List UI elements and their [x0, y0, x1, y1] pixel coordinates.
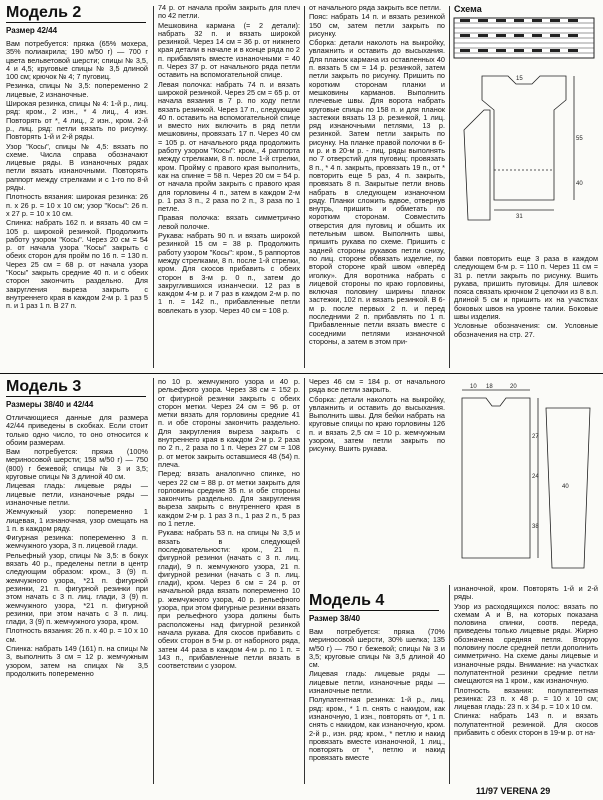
- cable-pattern-chart: [452, 16, 598, 66]
- paragraph: Спинка: набрать 149 (161) п. на спицы № 3, выполнить 3 см = 12 р. жемчужным узором, затем на спицах № 3,5 продолжить попеременно: [6, 644, 148, 678]
- paragraph: Широкая резинка, спицы № 4: 1-й р., лиц. ряд: кром., 2 изн., * 4 лиц., 4 изн. Повторять от *, 4 лиц., 2 изн., кром. 2-й р., лиц. ряд: петли вязать по рисунку. Повторять 1-й и 2-й ряды.: [6, 99, 148, 142]
- paragraph: Узор из расходящихся полос: вязать по схемам А и В, на которых показана половина спинки, соотв. переда, приведены только лицевые ряды. Жирно обозначена средняя петля. Вторую половину после средней петли дополнить симметрично. На схеме даны лицевые и изнаночные ряды. Внимание: на участках полупатентной резинки средние петли смещаются на 1 кром., как изнаночную.: [454, 601, 598, 686]
- model4-column-1: [309, 628, 445, 784]
- dimension-label: 24: [532, 474, 539, 480]
- paragraph: Отличающиеся данные для размера 42/44 приведены в скобках. Если стоит только одно число, то оно относится к обоим размерам.: [6, 414, 148, 447]
- dimension-label: 38: [532, 524, 539, 530]
- section-divider: [0, 373, 603, 374]
- paragraph: Лицевая гладь: лицевые ряды — лицевые петли, изнаночные ряды — изнаночные петли.: [309, 669, 445, 696]
- paragraph: Вам потребуется: пряжа (65% мохера, 35% полиакрила; 190 м/50 г) — 700 г цвета вельветовой шерсти; спицы № 3,5, 4 и 4,5; круговые спицы № 3,5 длиной 100 см; крючок № 4; 7 пуговиц.: [6, 40, 148, 82]
- dimension-label: 27: [532, 434, 539, 440]
- model2-column-3: [309, 4, 445, 368]
- model3-garment-diagram: [450, 378, 600, 578]
- column-divider: [304, 6, 305, 368]
- paragraph: Плотность вязания: широкая резинка: 26 п. x 26 р. = 10 x 10 см; узор "Косы": 26 п. x 27 р. = 10 x 10 см.: [6, 192, 148, 218]
- page-footer: 11/97 VERENA 29: [476, 786, 551, 796]
- column-divider: [304, 378, 305, 784]
- paragraph: Лицевая гладь: лицевые ряды — лицевые петли, изнаночные ряды — изнаночные петли.: [6, 481, 148, 507]
- paragraph: Жемчужный узор: попеременно 1 лицевая, 1 изнаночная, узор смещать на 1 п. в каждом ряду.: [6, 507, 148, 533]
- paragraph: Спинка: набрать 162 п. и вязать 40 см = 105 р. широкой резинкой. Продолжить работу узором "Косы". Через 20 см = 54 р. от начала узора "Косы" закрыть с обеих сторон для пройм по 16 п. = 130 п. Через 25 см = 68 р. от начала узора "Косы" закрыть средние 40 п. и с обеих сторон закончить раздельно. Для закругления выреза закрыть с внутреннего края в каждом 2-м р. 1 раз 5 п. и 1 раз 1 п. В 27 п.: [6, 218, 148, 311]
- paragraph: Спинка: набрать 143 п. и вязать полупатентной резинкой. Для скосов прибавить с обеих сторон в 19-м р. от на-: [454, 711, 598, 738]
- paragraph: Сборка: детали наколоть на выкройку, увлажнить и оставить до высыхания. Для планок кармана из оставленных 40 п. вязать 5 см = 14 р. резинкой, затем петли закрыть по рисунку. Пришить по коротким сторонам планки и мешковины карманов. Выполнить плечевые швы. Для ворота набрать круговые спицы по 158 п. и для планок застежки вязать 13 р. резинкой, 1 лиц. ряд изнаночными петлями, 13 р. резинкой. Затем петли закрыть по рисунку. На планке правой полочки в 6-м р. и в 20-м р. - лиц. ряды выполнять по 7 отверстий для пуговиц: провязать 8 п., * 4 п. закрыть, провязать 19 п., от * повторить еще 5 раз, 4 п. закрыть, провязать 8 п. Закрытые петли вновь набрать в следующем изнаночном ряду. Планки сложить вдвое, отвернув внутрь, пришить и обметать по коротким сторонам. Совместить отверстия для пуговиц и обшить их петельным швом. Выполнить швы, пришить рукава по схеме. Пришить с задней стороны рукавов петли снизу, по лиц. стороне обвязать изделие, по второй стороне край швом «вперёд иголку». Для воротника набрать с лицевой стороны по краю горловины, включая половину ширины планок застежки, 102 п. и вязать резинкой. В 6-м р. после первых 2 п. и перед последними 2 п. прибавлять по 1 п. Прибавленные петли вязать вместе с соседними петлями изнаночной стороны, а затем в этом при-: [309, 38, 445, 346]
- paragraph: Полупатентная резинка: 1-й р., лиц. ряд: кром., * 1 п. снять с накидом, как изнаночную, 1 изн., повторять от *, 1 п. снять с накидом, как изнаночную, кром. 2-й р., изн. ряд: кром., * петлю и накид провязать вместе изнаночной, 1 лиц., повторять от *, петлю и накид провязать вместе: [309, 695, 445, 763]
- paragraph: Условные обозначения: см. Условные обозначения на стр. 27.: [454, 321, 598, 339]
- paragraph: Резинка, спицы № 3,5: попеременно 2 лицевые, 2 изнаночные.: [6, 81, 148, 99]
- dimension-label: 20: [510, 384, 517, 390]
- paragraph: Правая полочка: вязать симметрично левой полочке.: [158, 213, 300, 231]
- column-divider: [153, 6, 154, 368]
- model4-size: Размер 38/40: [309, 614, 361, 623]
- model3-column-3: [309, 378, 445, 518]
- model3-size: Размеры 38/40 и 42/44: [6, 400, 94, 409]
- model2-title: Модель 2: [6, 4, 146, 23]
- svg-text:15: 15: [516, 76, 523, 82]
- paragraph: Вам потребуется: пряжа (70% мериносовой шерсти, 30% шелка; 135 м/50 г) — 750 г бежевой; спицы № 3 и 3,5; круговые спицы № 3,5 длиной 40 см.: [309, 628, 445, 670]
- model3-column-2: [158, 378, 300, 784]
- paragraph: Пояс: набрать 14 п. и вязать резинкой 150 см, затем петли закрыть по рисунку.: [309, 12, 445, 38]
- paragraph: 74 р. от начала пройм закрыть для плеч по 42 петли.: [158, 4, 300, 21]
- column-divider: [153, 378, 154, 784]
- paragraph: Рукава: набрать 90 п. и вязать широкой резинкой 15 см = 38 р. Продолжить работу узором "Косы": кром., 5 раппортов между стрелками, 8 п. после 1-й стрелки, кром. Для скосов прибавить с обеих сторон в 3-м р. 0 п., затем до закруглившихся изнанчески. 12 раз в каждом 4-м р. и 7 раз в каждом 2-м р. по 1 п. = 142 п., прибавленные петли вовлекать в узор. Через 40 см = 108 р.: [158, 231, 300, 315]
- schema-title: Схема: [454, 4, 482, 14]
- paragraph: Перед: вязать аналогично спинке, но через 22 см = 88 р. от метки закрыть для горловины средние 35 п. и обе стороны закончить раздельно. Для закругления выреза закрыть с внутреннего края в каждом 2-м р. 1 раз 3 п., 1 раз 2 п., 5 раз по 1 петле.: [158, 469, 300, 529]
- dimension-label: 10: [470, 384, 477, 390]
- model3-title: Модель 3: [6, 378, 146, 397]
- model3-column-1: [6, 414, 148, 784]
- column-divider: [449, 6, 450, 368]
- paragraph: Левая полочка: набрать 74 п. и вязать широкой резинкой. Через 25 см = 65 р. от начала вязания в 7 р. по ходу петли вязать резинкой. Через 17 п., следующие 40 п. оставить на вспомогательной спице и вместо них включить в ряд петли мешковины, провязать 17 п. Через 40 см = 105 р. от начального ряда продолжить работу узором "Косы": кром., 4 раппорта между стрелками, 8 п. после 1-й стрелки, кром. Пройму с правого края выполнить, как на спинке = 58 п. Через 20 см = 54 р. от начала пройм закрыть с правого края для горловины 4 п., затем в каждом 2-м р. 1 раз 3 п., 2 раза по 2 п., 3 раза по 1 петле.: [158, 79, 300, 214]
- paragraph: бавки повторить еще 3 раза в каждом следующем 6-м р. = 110 п. Через 11 см = 31 р. петли закрыть по рисунку. Вшить рукава, пришить пуговицы. Для шлевок пояса связать крючком 2 цепочки из 8 в.п. длиной 5 см и пришить их на участках боковых швов на уровне талии. Боковые швы изделия.: [454, 255, 598, 322]
- svg-text:31: 31: [516, 214, 523, 220]
- paragraph: Рельефный узор, спицы № 3,5: в бокух вязать 40 р., пределены петли в центр следующим образом: кром., 3 (9) п. жемчужного узора, *21 п. фигурной резинки, 21 п. фигурной резинки при этом начать с 3 п. лиц. глади, 3 (9) п. жемчужного узора, *21 п. фигурной резинки, при этом начать с 3 п. лиц. глади, 3 (9) п. жемчужного узора, кром.: [6, 550, 148, 627]
- paragraph: Мешковина кармана (= 2 детали): набрать 32 п. и вязать широкой резинкой. Через 14 см = 36 р. от нижнего края детали в начале и в конце ряда по 2 п. прибавлять вместе изнаночными = 40 п. Через 37 р. от начального ряда петли оставить на вспомогательной спице.: [158, 20, 300, 80]
- model4-column-2: [454, 585, 598, 784]
- paragraph: Рукава: набрать 53 п. на спицы № 3,5 и вязать в следующей последовательности: кром., 21 п. фигурной резинки (начать с 3 п. лиц. глади), 9 п. жемчужного узора, 21 п. фигурной резинки (начать с 3 п. лиц. глади), кром. Через 6 см = 24 р. от начальной ряда вязать попеременно 10 р. жемчужного узора, 40 р. рельефного узора, при этом фигурные резинки вязать при рельефного узора должны быть расположены над фигурной резинкой начала рукава. Для скосов прибавить с обеих сторон в 5-м р. от наборного ряда, затем 44 раза в каждом 4-м р. по 1 п. = 143 п., прибавленные петли вязать в соответствии с узором.: [158, 528, 300, 671]
- dimension-label: 18: [486, 384, 493, 390]
- paragraph: по 10 р. жемчужного узора и 40 р. рельефного узора. Через 38 см = 152 р. от фигурной резинки закрыть с обеих сторон метки. Через 24 см = 96 р. от метки вязать для горловины средние 41 п. и обе стороны закончить раздельно. Для закругления выреза закрыть с внутреннего края в каждом 2-м р. 2 раза по 2 п., 2 раза по 1 п. Через 27 см = 108 р. от меток закрыть оставшиеся 48 (54) п. плеча.: [158, 378, 300, 469]
- paragraph: Плотность вязания: 26 п. x 40 р. = 10 x 10 см.: [6, 626, 148, 644]
- svg-text:40: 40: [576, 181, 583, 187]
- paragraph: Фигурная резинка: попеременно 3 п. жемчужного узора, 3 п. лицевой глади.: [6, 533, 148, 551]
- model4-title: Модель 4: [309, 592, 439, 611]
- column-divider: [449, 585, 450, 784]
- paragraph: от начального ряда закрыть все петли.: [309, 4, 441, 12]
- model2-column-1: [6, 40, 148, 367]
- model2-column-2: [158, 4, 300, 368]
- svg-text:55: 55: [576, 136, 583, 142]
- paragraph: изнаночной, кром. Повторять 1-й и 2-й ряды.: [454, 585, 598, 602]
- paragraph: Плотность вязания: полупатентная резинка: 23 п. x 48 р. = 10 x 10 см; лицевая гладь: 23 п. x 34 р. = 10 x 10 см.: [454, 685, 598, 712]
- paragraph: Узор "Косы", спицы № 4,5: вязать по схеме. Числа справа обозначают лицевые ряды. В изнаночных рядах петли вязать изнаночными. Повторять раппорт между стрелками и с 1-го по 8-й ряды.: [6, 141, 148, 193]
- paragraph: Сборка: детали наколоть на выкройку, увлажнить и оставить до высыхания. Выполнить швы. Для бейки набрать на круговые спицы по краю горловины 126 п. и вязать 2,5 см = 10 р. жемчужным узором, затем петли закрыть по рисунку. Вшить рукава.: [309, 394, 445, 454]
- paragraph: Через 46 см = 184 р. от начального ряда все петли закрыть.: [309, 378, 445, 395]
- paragraph: Вам потребуется: пряжа (100% мериносовой шерсти; 158 м/50 г) — 750 (800) г бежевой; спицы № 3 и 3,5; круговые спицы № 3 длиной 40 см.: [6, 447, 148, 482]
- dimension-label: 40: [562, 484, 569, 490]
- model2-garment-diagram: [454, 70, 600, 250]
- model2-size: Размер 42/44: [6, 26, 58, 35]
- model2-column-4: [454, 255, 598, 368]
